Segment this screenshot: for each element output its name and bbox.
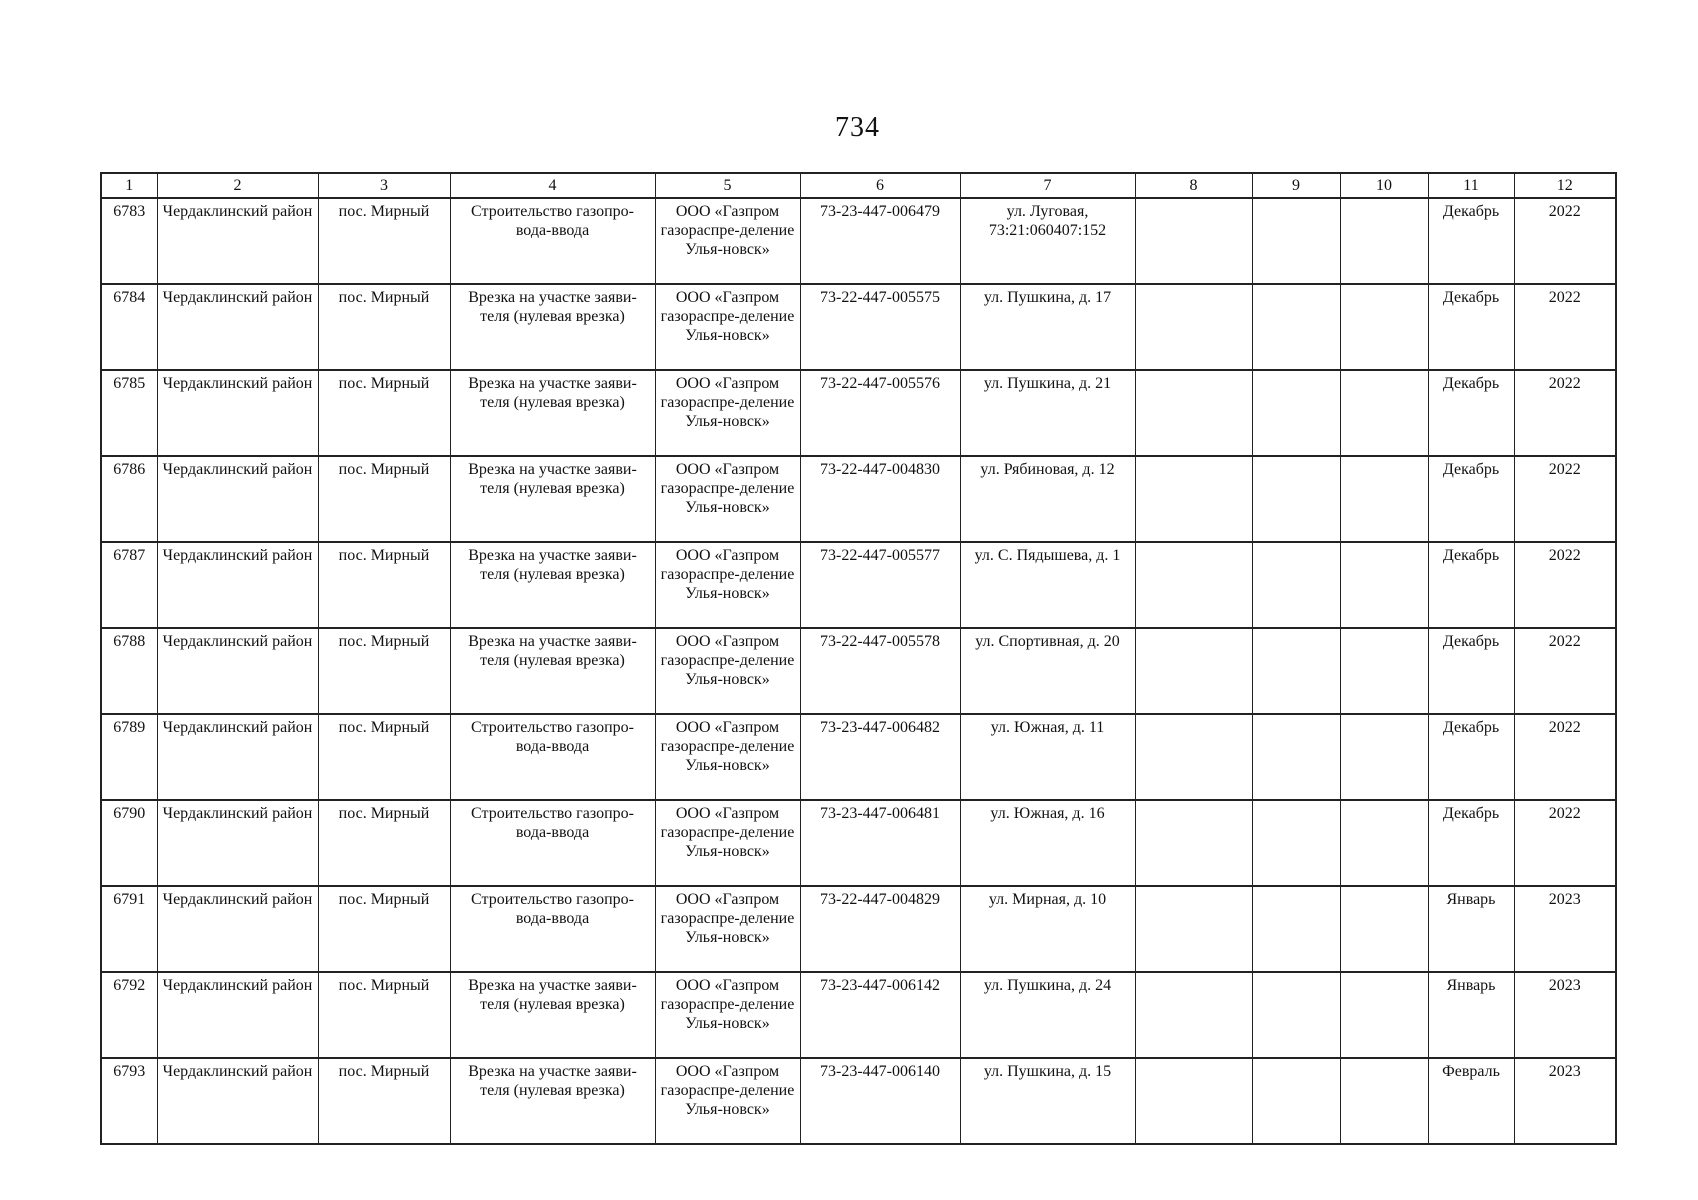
cell-month: Декабрь [1428,198,1514,284]
cell-number: 6786 [101,456,157,542]
cell-work-type: Врезка на участке заяви-теля (нулевая врезка) [450,456,655,542]
cell-settlement: пос. Мирный [318,972,450,1058]
cell-district: Чердаклинский район [157,972,318,1058]
cell-col-9 [1252,800,1340,886]
cell-object-code: 73-23-447-006479 [800,198,960,284]
cell-month: Декабрь [1428,456,1514,542]
cell-address: ул. Пушкина, д. 24 [960,972,1135,1058]
cell-col-9 [1252,972,1340,1058]
cell-district: Чердаклинский район [157,542,318,628]
cell-object-code: 73-22-447-005577 [800,542,960,628]
table-row [101,370,1616,456]
cell-number: 6784 [101,284,157,370]
cell-work-type: Врезка на участке заяви-теля (нулевая врезка) [450,1058,655,1144]
cell-number: 6788 [101,628,157,714]
table-header [101,173,1616,198]
cell-address: ул. Южная, д. 16 [960,800,1135,886]
column-header-2: 2 [157,173,318,198]
cell-year: 2022 [1514,542,1616,628]
cell-object-code: 73-23-447-006481 [800,800,960,886]
cell-organization: ООО «Газпром газораспре-деление Улья-новск» [655,370,800,456]
cell-year: 2023 [1514,886,1616,972]
table-row [101,886,1616,972]
cell-number: 6791 [101,886,157,972]
cell-col-8 [1135,1058,1252,1144]
table-row [101,714,1616,800]
cell-organization: ООО «Газпром газораспре-деление Улья-новск» [655,886,800,972]
cell-col-8 [1135,886,1252,972]
cell-year: 2023 [1514,972,1616,1058]
cell-col-9 [1252,886,1340,972]
cell-work-type: Строительство газопро-вода-ввода [450,198,655,284]
page-number: 734 [835,112,880,143]
cell-address: ул. С. Пядышева, д. 1 [960,542,1135,628]
cell-year: 2022 [1514,800,1616,886]
cell-settlement: пос. Мирный [318,284,450,370]
cell-col-10 [1340,886,1428,972]
cell-object-code: 73-22-447-005575 [800,284,960,370]
cell-col-8 [1135,628,1252,714]
column-header-8: 8 [1135,173,1252,198]
cell-organization: ООО «Газпром газораспре-деление Улья-новск» [655,198,800,284]
cell-col-9 [1252,370,1340,456]
cell-district: Чердаклинский район [157,886,318,972]
cell-month: Декабрь [1428,370,1514,456]
cell-year: 2022 [1514,456,1616,542]
cell-organization: ООО «Газпром газораспре-деление Улья-новск» [655,284,800,370]
cell-col-10 [1340,800,1428,886]
cell-address: ул. Пушкина, д. 17 [960,284,1135,370]
cell-address: ул. Рябиновая, д. 12 [960,456,1135,542]
cell-settlement: пос. Мирный [318,628,450,714]
column-header-10: 10 [1340,173,1428,198]
table-row [101,972,1616,1058]
cell-settlement: пос. Мирный [318,456,450,542]
cell-col-8 [1135,714,1252,800]
cell-work-type: Врезка на участке заяви-теля (нулевая врезка) [450,284,655,370]
cell-organization: ООО «Газпром газораспре-деление Улья-новск» [655,800,800,886]
cell-col-10 [1340,972,1428,1058]
cell-col-10 [1340,370,1428,456]
cell-year: 2022 [1514,370,1616,456]
cell-district: Чердаклинский район [157,714,318,800]
table-row [101,456,1616,542]
cell-organization: ООО «Газпром газораспре-деление Улья-новск» [655,972,800,1058]
cell-work-type: Врезка на участке заяви-теля (нулевая врезка) [450,972,655,1058]
cell-col-10 [1340,714,1428,800]
cell-col-8 [1135,542,1252,628]
cell-object-code: 73-23-447-006482 [800,714,960,800]
cell-organization: ООО «Газпром газораспре-деление Улья-новск» [655,456,800,542]
cell-col-10 [1340,456,1428,542]
cell-month: Декабрь [1428,542,1514,628]
cell-work-type: Строительство газопро-вода-ввода [450,714,655,800]
cell-year: 2023 [1514,1058,1616,1144]
cell-object-code: 73-22-447-004829 [800,886,960,972]
column-header-12: 12 [1514,173,1616,198]
cell-col-9 [1252,628,1340,714]
cell-organization: ООО «Газпром газораспре-деление Улья-новск» [655,542,800,628]
cell-month: Декабрь [1428,714,1514,800]
cell-district: Чердаклинский район [157,800,318,886]
cell-col-9 [1252,456,1340,542]
table-row [101,628,1616,714]
cell-work-type: Строительство газопро-вода-ввода [450,886,655,972]
cell-work-type: Врезка на участке заяви-теля (нулевая врезка) [450,370,655,456]
cell-col-8 [1135,456,1252,542]
cell-address: ул. Спортивная, д. 20 [960,628,1135,714]
cell-month: Декабрь [1428,284,1514,370]
cell-settlement: пос. Мирный [318,800,450,886]
column-header-1: 1 [101,173,157,198]
cell-object-code: 73-22-447-005576 [800,370,960,456]
cell-settlement: пос. Мирный [318,1058,450,1144]
column-header-6: 6 [800,173,960,198]
cell-settlement: пос. Мирный [318,714,450,800]
column-header-3: 3 [318,173,450,198]
cell-district: Чердаклинский район [157,628,318,714]
cell-district: Чердаклинский район [157,1058,318,1144]
cell-year: 2022 [1514,284,1616,370]
cell-col-10 [1340,628,1428,714]
cell-number: 6790 [101,800,157,886]
cell-month: Январь [1428,972,1514,1058]
cell-col-8 [1135,284,1252,370]
cell-col-9 [1252,198,1340,284]
cell-object-code: 73-22-447-004830 [800,456,960,542]
cell-object-code: 73-22-447-005578 [800,628,960,714]
cell-organization: ООО «Газпром газораспре-деление Улья-новск» [655,1058,800,1144]
cell-month: Февраль [1428,1058,1514,1144]
cell-district: Чердаклинский район [157,370,318,456]
cell-address: ул. Пушкина, д. 15 [960,1058,1135,1144]
table-row [101,542,1616,628]
header-row [101,173,1616,198]
cell-year: 2022 [1514,198,1616,284]
cell-col-9 [1252,284,1340,370]
cell-address: ул. Мирная, д. 10 [960,886,1135,972]
table-row [101,800,1616,886]
table-row [101,284,1616,370]
column-header-9: 9 [1252,173,1340,198]
cell-number: 6792 [101,972,157,1058]
cell-address: ул. Луговая, 73:21:060407:152 [960,198,1135,284]
cell-col-9 [1252,1058,1340,1144]
cell-number: 6785 [101,370,157,456]
cell-year: 2022 [1514,714,1616,800]
cell-number: 6793 [101,1058,157,1144]
cell-district: Чердаклинский район [157,198,318,284]
cell-address: ул. Пушкина, д. 21 [960,370,1135,456]
cell-settlement: пос. Мирный [318,370,450,456]
cell-col-9 [1252,714,1340,800]
column-header-4: 4 [450,173,655,198]
cell-work-type: Строительство газопро-вода-ввода [450,800,655,886]
cell-year: 2022 [1514,628,1616,714]
cell-object-code: 73-23-447-006140 [800,1058,960,1144]
cell-col-8 [1135,198,1252,284]
cell-col-10 [1340,198,1428,284]
cell-month: Декабрь [1428,800,1514,886]
register-table [100,172,1617,1145]
cell-col-8 [1135,370,1252,456]
cell-col-8 [1135,800,1252,886]
cell-address: ул. Южная, д. 11 [960,714,1135,800]
cell-col-10 [1340,1058,1428,1144]
cell-organization: ООО «Газпром газораспре-деление Улья-новск» [655,628,800,714]
cell-number: 6787 [101,542,157,628]
cell-settlement: пос. Мирный [318,198,450,284]
cell-district: Чердаклинский район [157,456,318,542]
cell-col-10 [1340,542,1428,628]
table-row [101,198,1616,284]
cell-settlement: пос. Мирный [318,886,450,972]
table-body [101,198,1616,1144]
column-header-11: 11 [1428,173,1514,198]
cell-object-code: 73-23-447-006142 [800,972,960,1058]
cell-district: Чердаклинский район [157,284,318,370]
cell-month: Январь [1428,886,1514,972]
cell-number: 6783 [101,198,157,284]
cell-col-9 [1252,542,1340,628]
cell-organization: ООО «Газпром газораспре-деление Улья-новск» [655,714,800,800]
cell-month: Декабрь [1428,628,1514,714]
cell-col-8 [1135,972,1252,1058]
column-header-7: 7 [960,173,1135,198]
cell-number: 6789 [101,714,157,800]
column-header-5: 5 [655,173,800,198]
cell-work-type: Врезка на участке заяви-теля (нулевая врезка) [450,628,655,714]
cell-settlement: пос. Мирный [318,542,450,628]
cell-work-type: Врезка на участке заяви-теля (нулевая врезка) [450,542,655,628]
cell-col-10 [1340,284,1428,370]
table-row [101,1058,1616,1144]
